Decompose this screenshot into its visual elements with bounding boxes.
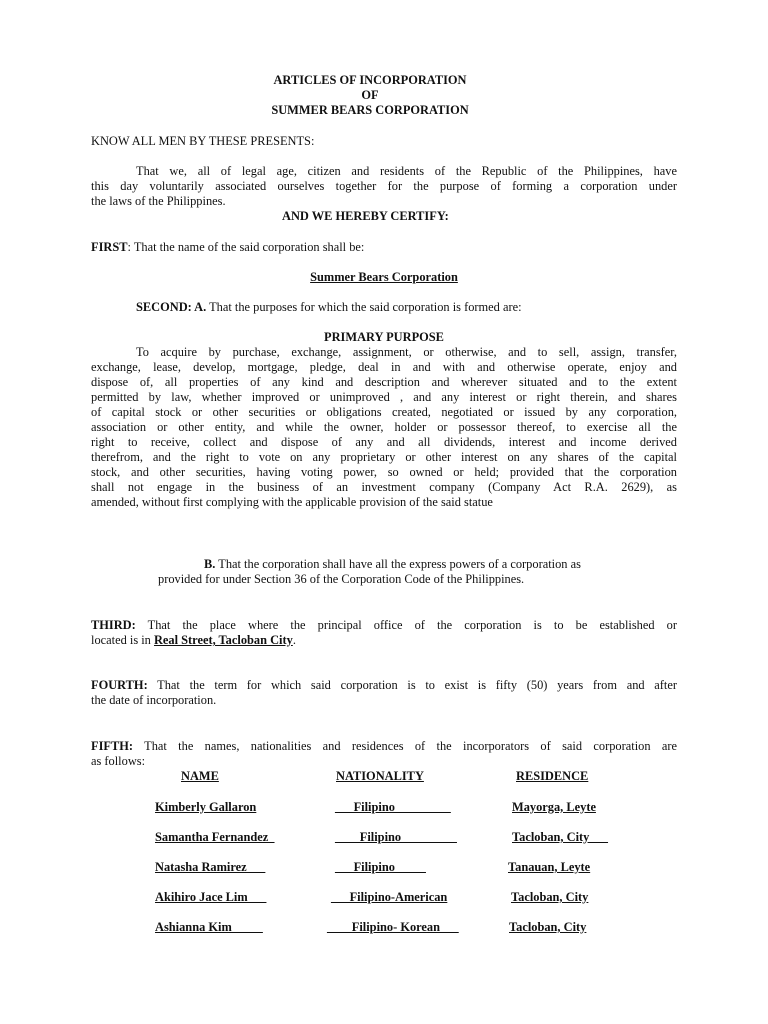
- incorporator-name: Natasha Ramirez___: [155, 860, 266, 874]
- third-label: THIRD:: [91, 618, 136, 632]
- fourth-line-2: the date of incorporation.: [91, 693, 217, 707]
- first-label: FIRST: [91, 240, 128, 254]
- purpose-line: of capital stock or other securities or obligations created, negotiated or issued by any corporation,: [91, 405, 677, 419]
- fifth-label: FIFTH:: [91, 739, 133, 753]
- fourth-line-1: That the term for which said corporation is to exist is fifty (50) years from and after: [147, 678, 677, 692]
- incorporator-nationality: ____Filipino_________: [335, 830, 457, 844]
- know-all-men: KNOW ALL MEN BY THESE PRESENTS:: [91, 134, 315, 148]
- third-line-2-pre: located is in: [91, 633, 154, 647]
- incorporator-nationality: ___Filipino-American: [331, 890, 448, 904]
- incorporator-nationality: ____Filipino- Korean___: [327, 920, 459, 934]
- title-line-3: SUMMER BEARS CORPORATION: [271, 103, 469, 117]
- fifth-line-1: That the names, nationalities and residences of the incorporators of said corporation are: [133, 739, 677, 753]
- certify-heading: AND WE HEREBY CERTIFY:: [282, 209, 449, 223]
- first-article: [91, 240, 364, 255]
- purpose-line: therefrom, and the right to vote on any proprietary or other interest on any shares of the capital: [91, 450, 677, 464]
- incorporator-residence: Tacloban, City___: [512, 830, 608, 844]
- third-line-1: That the place where the principal office of the corporation is to be established or: [135, 618, 677, 632]
- first-text: : That the name of the said corporation shall be:: [127, 240, 365, 254]
- third-line-2-post: .: [292, 633, 296, 647]
- office-location: Real Street, Tacloban City: [153, 633, 293, 647]
- column-header-residence: RESIDENCE: [516, 769, 589, 783]
- primary-purpose-heading: PRIMARY PURPOSE: [324, 330, 444, 344]
- purpose-line: right to receive, collect and dispose of any and all dividends, interest and income derived: [91, 435, 677, 449]
- second-text: That the purposes for which the said corporation is formed are:: [206, 300, 522, 314]
- incorporator-residence: Mayorga, Leyte: [512, 800, 596, 814]
- incorporator-name: Ashianna Kim_____: [155, 920, 263, 934]
- purpose-line: permitted by law, whether improved or unimproved , and any interest or right therein, and shares: [91, 390, 677, 404]
- b-label: B.: [204, 557, 216, 571]
- incorporator-residence: Tacloban, City: [509, 920, 587, 934]
- secondary-powers-line-1: [204, 557, 581, 572]
- incorporator-residence: Tanauan, Leyte: [508, 860, 591, 874]
- intro-line-1: That we, all of legal age, citizen and residents of the Republic of the Philippines, have: [136, 164, 677, 178]
- incorporator-nationality: ___Filipino_____: [335, 860, 426, 874]
- purpose-line: stock, and other securities, having voting power, so owned or held; provided that the corporation: [91, 465, 677, 479]
- primary-purpose-text: [91, 345, 677, 510]
- corporation-name: Summer Bears Corporation: [310, 270, 458, 284]
- fifth-article: [91, 739, 677, 769]
- incorporator-nationality: ___Filipino_________: [335, 800, 451, 814]
- intro-line-2: this day voluntarily associated ourselves together for the purpose of forming a corporation under: [91, 179, 677, 193]
- secondary-powers-line-2: provided for under Section 36 of the Corporation Code of the Philippines.: [158, 572, 525, 586]
- incorporator-name: Samantha Fernandez_: [155, 830, 275, 844]
- title-line-1: ARTICLES OF INCORPORATION: [273, 73, 467, 87]
- column-header-nationality: NATIONALITY: [336, 769, 424, 783]
- title-line-2: OF: [361, 88, 379, 102]
- purpose-line: exchange, lease, develop, mortgage, pledge, deal in and with and otherwise operate, enjoy and: [91, 360, 677, 374]
- intro-line-3: the laws of the Philippines.: [91, 194, 226, 208]
- purpose-line-last: amended, without first complying with the applicable provision of the said statue: [91, 495, 493, 509]
- intro-paragraph: [91, 164, 677, 209]
- column-header-name: NAME: [181, 769, 219, 783]
- fifth-line-2: as follows:: [91, 754, 146, 768]
- purpose-line: association or other entity, and while the owner, holder or possessor thereof, to exercise all the: [91, 420, 677, 434]
- purpose-line: To acquire by purchase, exchange, assignment, or otherwise, and to sell, assign, transfer,: [136, 345, 677, 359]
- incorporator-name: Kimberly Gallaron: [155, 800, 257, 814]
- second-article: [136, 300, 522, 315]
- third-article: [91, 618, 677, 648]
- b-text-1: That the corporation shall have all the express powers of a corporation as: [215, 557, 581, 571]
- fourth-article: [91, 678, 677, 708]
- fourth-label: FOURTH:: [91, 678, 148, 692]
- incorporator-residence: Tacloban, City: [511, 890, 589, 904]
- incorporator-name: Akihiro Jace Lim___: [155, 890, 267, 904]
- purpose-line: shall not engage in the business of an investment company (Company Act R.A. 2629), as: [91, 480, 677, 494]
- purpose-line: dispose of, all properties of any kind and description and wherever situated and to the extent: [91, 375, 677, 389]
- second-label: SECOND: A.: [136, 300, 207, 314]
